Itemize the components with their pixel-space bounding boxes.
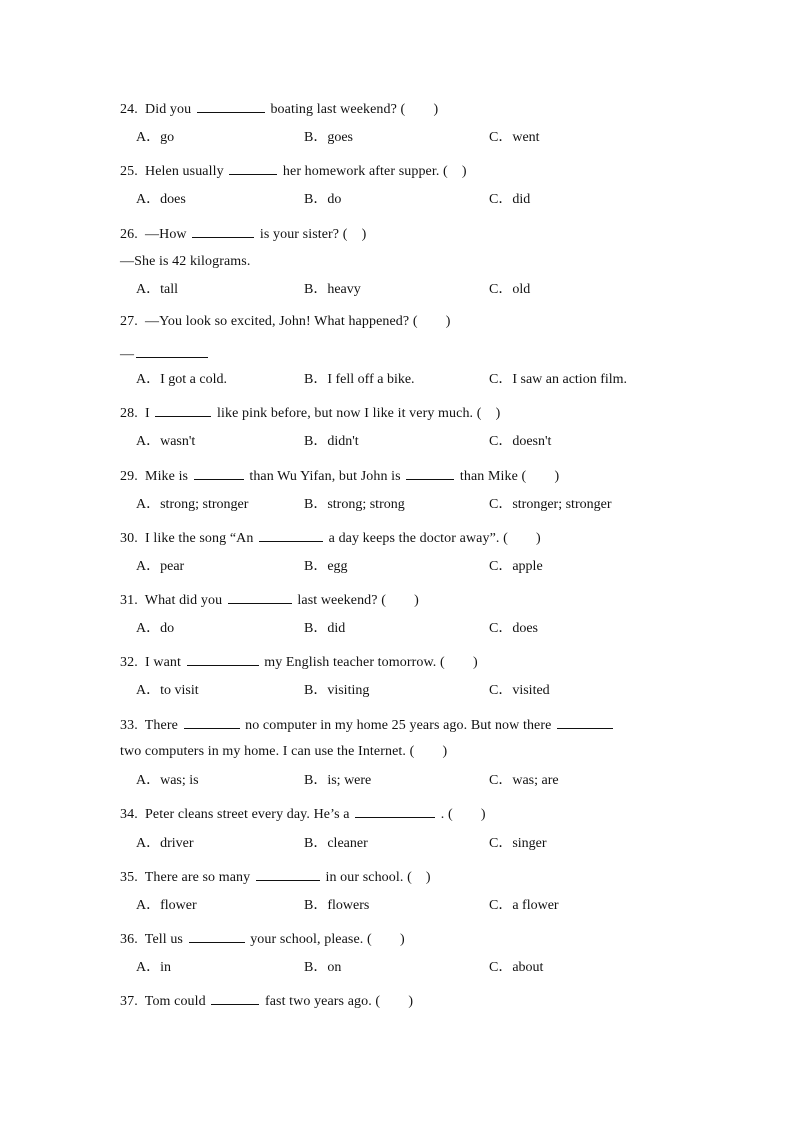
option-b[interactable]: B．visiting [304, 683, 370, 698]
dialogue-dash: — [120, 347, 135, 362]
question-text: I want [145, 655, 185, 670]
answer-blank[interactable] [192, 223, 254, 238]
question-text: than Mike ( ) [459, 469, 560, 484]
question-number: 27. [120, 314, 138, 329]
option-b[interactable]: B．did [304, 621, 346, 636]
question-number: 35. [120, 870, 138, 885]
question-text: no computer in my home 25 years ago. But now there [245, 718, 556, 733]
option-c[interactable]: C．doesn't [489, 434, 552, 449]
option-b[interactable]: B．is; were [304, 773, 372, 788]
question-text: . ( ) [440, 807, 486, 822]
question-number: 33. [120, 718, 138, 733]
question-number: 34. [120, 807, 138, 822]
option-c[interactable]: C．singer [489, 836, 547, 851]
option-a[interactable]: A．to visit [136, 683, 199, 698]
question-36 [120, 928, 405, 949]
question-24 [120, 98, 438, 119]
question-text: your school, please. ( ) [250, 932, 405, 947]
option-c[interactable]: C．I saw an action film. [489, 372, 628, 387]
option-c[interactable]: C．old [489, 282, 531, 297]
question-33 [120, 714, 619, 735]
answer-blank[interactable] [136, 343, 208, 358]
question-continuation: —She is 42 kilograms. [120, 254, 251, 269]
question-text: Did you [145, 102, 195, 117]
option-c[interactable]: C．did [489, 192, 531, 207]
answer-blank[interactable] [557, 714, 613, 729]
answer-blank[interactable] [197, 98, 265, 113]
question-text: I like the song “An [145, 531, 258, 546]
answer-blank[interactable] [211, 990, 259, 1005]
question-29 [120, 465, 559, 486]
question-number: 24. [120, 102, 138, 117]
option-a[interactable]: A．does [136, 192, 186, 207]
answer-line [120, 343, 210, 364]
option-a[interactable]: A．flower [136, 898, 197, 913]
question-text: Tell us [144, 932, 187, 947]
question-text: Tom could [144, 994, 210, 1009]
answer-blank[interactable] [184, 714, 240, 729]
question-text: There are so many [144, 870, 254, 885]
question-34 [120, 803, 486, 824]
answer-blank[interactable] [189, 928, 245, 943]
question-text: I [145, 406, 154, 421]
question-31 [120, 589, 419, 610]
option-c[interactable]: C．a flower [489, 898, 559, 913]
question-text: —You look so excited, John! What happened? ( ) [145, 314, 451, 329]
question-text: than Wu Yifan, but John is [249, 469, 405, 484]
question-number: 29. [120, 469, 138, 484]
question-37 [120, 990, 413, 1011]
answer-blank[interactable] [406, 465, 454, 480]
question-text: is your sister? ( ) [259, 227, 367, 242]
option-c[interactable]: C．was; are [489, 773, 559, 788]
option-a[interactable]: A．strong; stronger [136, 497, 249, 512]
answer-blank[interactable] [355, 803, 435, 818]
option-a[interactable]: A．do [136, 621, 175, 636]
option-b[interactable]: B．heavy [304, 282, 361, 297]
question-text: her homework after supper. ( ) [282, 164, 467, 179]
question-26 [120, 223, 366, 244]
question-number: 30. [120, 531, 138, 546]
question-number: 32. [120, 655, 138, 670]
question-number: 28. [120, 406, 138, 421]
question-32 [120, 651, 478, 672]
question-number: 31. [120, 593, 138, 608]
question-text: Peter cleans street every day. He’s a [145, 807, 354, 822]
question-27 [120, 313, 451, 331]
option-a[interactable]: A．go [136, 130, 175, 145]
question-25 [120, 160, 467, 181]
question-text: There [144, 718, 182, 733]
question-30 [120, 527, 541, 548]
answer-blank[interactable] [194, 465, 244, 480]
option-c[interactable]: C．went [489, 130, 540, 145]
option-c[interactable]: C．stronger; stronger [489, 497, 612, 512]
question-28 [120, 402, 500, 423]
answer-blank[interactable] [155, 402, 211, 417]
question-continuation: two computers in my home. I can use the Internet. ( ) [120, 744, 448, 759]
option-b[interactable]: B．egg [304, 559, 348, 574]
question-text: boating last weekend? ( ) [270, 102, 439, 117]
answer-blank[interactable] [229, 160, 277, 175]
answer-blank[interactable] [228, 589, 292, 604]
option-a[interactable]: A．driver [136, 836, 194, 851]
option-b[interactable]: B．strong; strong [304, 497, 405, 512]
answer-blank[interactable] [187, 651, 259, 666]
option-c[interactable]: C．does [489, 621, 538, 636]
question-text: Helen usually [145, 164, 228, 179]
question-text: Mike is [145, 469, 192, 484]
question-number: 37. [120, 994, 138, 1009]
question-text: like pink before, but now I like it very much. ( ) [217, 406, 501, 421]
answer-blank[interactable] [256, 866, 320, 881]
question-text: fast two years ago. ( ) [264, 994, 414, 1009]
option-a[interactable]: A．tall [136, 282, 178, 297]
question-number: 26. [120, 227, 138, 242]
option-a[interactable]: A．I got a cold. [136, 372, 227, 387]
question-text: in our school. ( ) [325, 870, 431, 885]
option-b[interactable]: B．goes [304, 130, 353, 145]
question-text: —How [145, 227, 191, 242]
question-text: last weekend? ( ) [297, 593, 419, 608]
option-b[interactable]: B．cleaner [304, 836, 368, 851]
option-b[interactable]: B．didn't [304, 434, 359, 449]
question-number: 36. [120, 932, 138, 947]
question-35 [120, 866, 431, 887]
question-text: What did you [144, 593, 226, 608]
option-b[interactable]: B．do [304, 192, 342, 207]
question-text: a day keeps the doctor away”. ( ) [328, 531, 541, 546]
option-c[interactable]: C．about [489, 960, 544, 975]
option-b[interactable]: B．on [304, 960, 342, 975]
option-a[interactable]: A．wasn't [136, 434, 196, 449]
option-c[interactable]: C．visited [489, 683, 550, 698]
option-a[interactable]: A．was; is [136, 773, 199, 788]
option-a[interactable]: A．in [136, 960, 171, 975]
option-a[interactable]: A．pear [136, 559, 185, 574]
question-number: 25. [120, 164, 138, 179]
question-text: my English teacher tomorrow. ( ) [264, 655, 478, 670]
option-c[interactable]: C．apple [489, 559, 543, 574]
option-b[interactable]: B．I fell off a bike. [304, 372, 415, 387]
option-b[interactable]: B．flowers [304, 898, 370, 913]
answer-blank[interactable] [259, 527, 323, 542]
